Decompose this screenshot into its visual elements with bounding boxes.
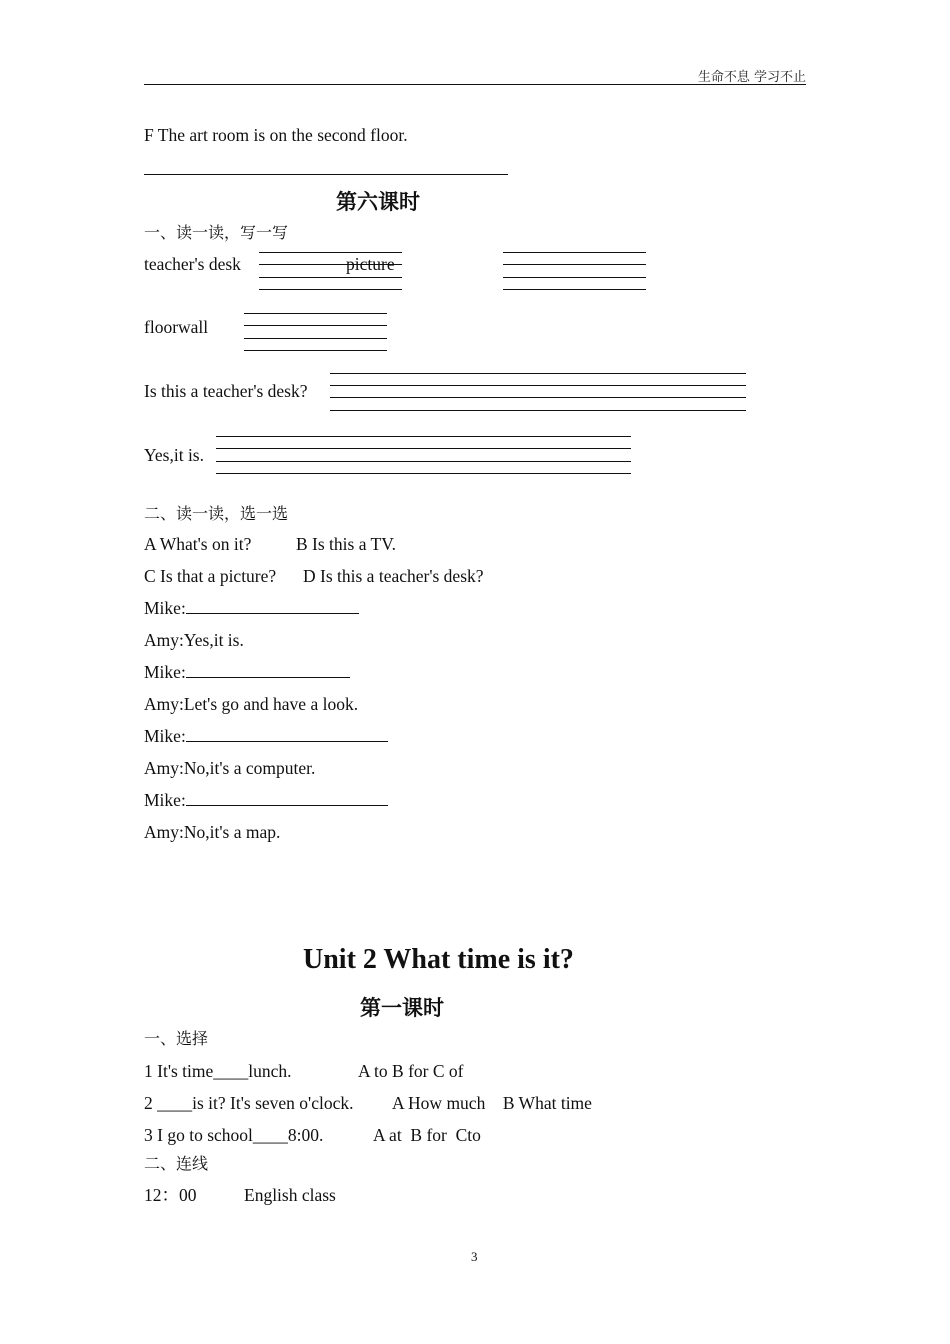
option-a: A What's on it? bbox=[144, 534, 252, 554]
writing-line bbox=[503, 252, 646, 253]
dialogue-line-8: Amy:No,it's a map. bbox=[144, 822, 281, 842]
word-picture: picture bbox=[346, 254, 395, 274]
unit2-section1-heading: 一、选择 bbox=[144, 1029, 209, 1048]
option-c: C Is that a picture? bbox=[144, 566, 277, 586]
writing-line bbox=[216, 436, 631, 437]
lesson6-section1-heading: 一、读一读，写一写 bbox=[144, 223, 289, 242]
sentence-is-this-desk: Is this a teacher's desk? bbox=[144, 381, 308, 401]
writing-line bbox=[503, 277, 646, 278]
word-teachers-desk: teacher's desk bbox=[144, 254, 241, 274]
dialogue-line-5 bbox=[144, 725, 388, 747]
dialogue-line-7 bbox=[144, 789, 388, 811]
option-d: D Is this a teacher's desk? bbox=[303, 566, 484, 586]
writing-line bbox=[259, 277, 402, 278]
dialogue-line-3 bbox=[144, 661, 350, 683]
match-activity: English class bbox=[244, 1185, 336, 1205]
answer-blank[interactable] bbox=[186, 725, 388, 742]
dialogue-line-6: Amy:No,it's a computer. bbox=[144, 758, 316, 778]
writing-line bbox=[216, 448, 631, 449]
header-rule bbox=[144, 84, 806, 85]
writing-line bbox=[244, 350, 387, 351]
writing-line bbox=[244, 313, 387, 314]
writing-line bbox=[503, 264, 646, 265]
answer-blank[interactable] bbox=[186, 597, 359, 614]
dialogue-line-1 bbox=[144, 597, 359, 619]
dialogue-line-2: Amy:Yes,it is. bbox=[144, 630, 244, 650]
page-number: 3 bbox=[471, 1249, 478, 1264]
option-b: B Is this a TV. bbox=[296, 534, 396, 554]
dialogue-speaker: Mike: bbox=[144, 790, 186, 810]
question-3-options: A at B for Cto bbox=[373, 1125, 481, 1145]
answer-line-f bbox=[144, 174, 508, 175]
match-time: 12：00 bbox=[144, 1185, 197, 1205]
writing-line bbox=[259, 289, 402, 290]
writing-line bbox=[330, 373, 746, 374]
question-1: 1 It's time____lunch. bbox=[144, 1061, 292, 1081]
answer-blank[interactable] bbox=[186, 661, 350, 678]
writing-line bbox=[330, 410, 746, 411]
dialogue-speaker: Mike: bbox=[144, 662, 186, 682]
writing-line bbox=[330, 397, 746, 398]
question-2-options: A How much B What time bbox=[392, 1093, 592, 1113]
item-f: F The art room is on the second floor. bbox=[144, 125, 408, 145]
answer-blank[interactable] bbox=[186, 789, 388, 806]
header-motto: 生命不息 学习不止 bbox=[697, 70, 806, 85]
question-2: 2 ____is it? It's seven o'clock. bbox=[144, 1093, 354, 1113]
dialogue-speaker: Mike: bbox=[144, 598, 186, 618]
word-floorwall: floorwall bbox=[144, 317, 209, 337]
writing-line bbox=[330, 385, 746, 386]
dialogue-speaker: Mike: bbox=[144, 726, 186, 746]
dialogue-line-4: Amy:Let's go and have a look. bbox=[144, 694, 359, 714]
question-3: 3 I go to school____8:00. bbox=[144, 1125, 324, 1145]
writing-line bbox=[503, 289, 646, 290]
lesson6-title: 第六课时 bbox=[336, 190, 420, 214]
unit2-section2-heading: 二、连线 bbox=[144, 1154, 209, 1173]
writing-line bbox=[216, 473, 631, 474]
unit2-lesson1-title: 第一课时 bbox=[360, 996, 444, 1020]
unit2-title: Unit 2 What time is it? bbox=[303, 944, 574, 975]
sentence-yes-it-is: Yes,it is. bbox=[144, 445, 204, 465]
writing-line bbox=[216, 461, 631, 462]
writing-line bbox=[244, 325, 387, 326]
lesson6-section2-heading: 二、读一读，选一选 bbox=[144, 504, 289, 523]
question-1-options: A to B for C of bbox=[358, 1061, 464, 1081]
writing-line bbox=[244, 338, 387, 339]
